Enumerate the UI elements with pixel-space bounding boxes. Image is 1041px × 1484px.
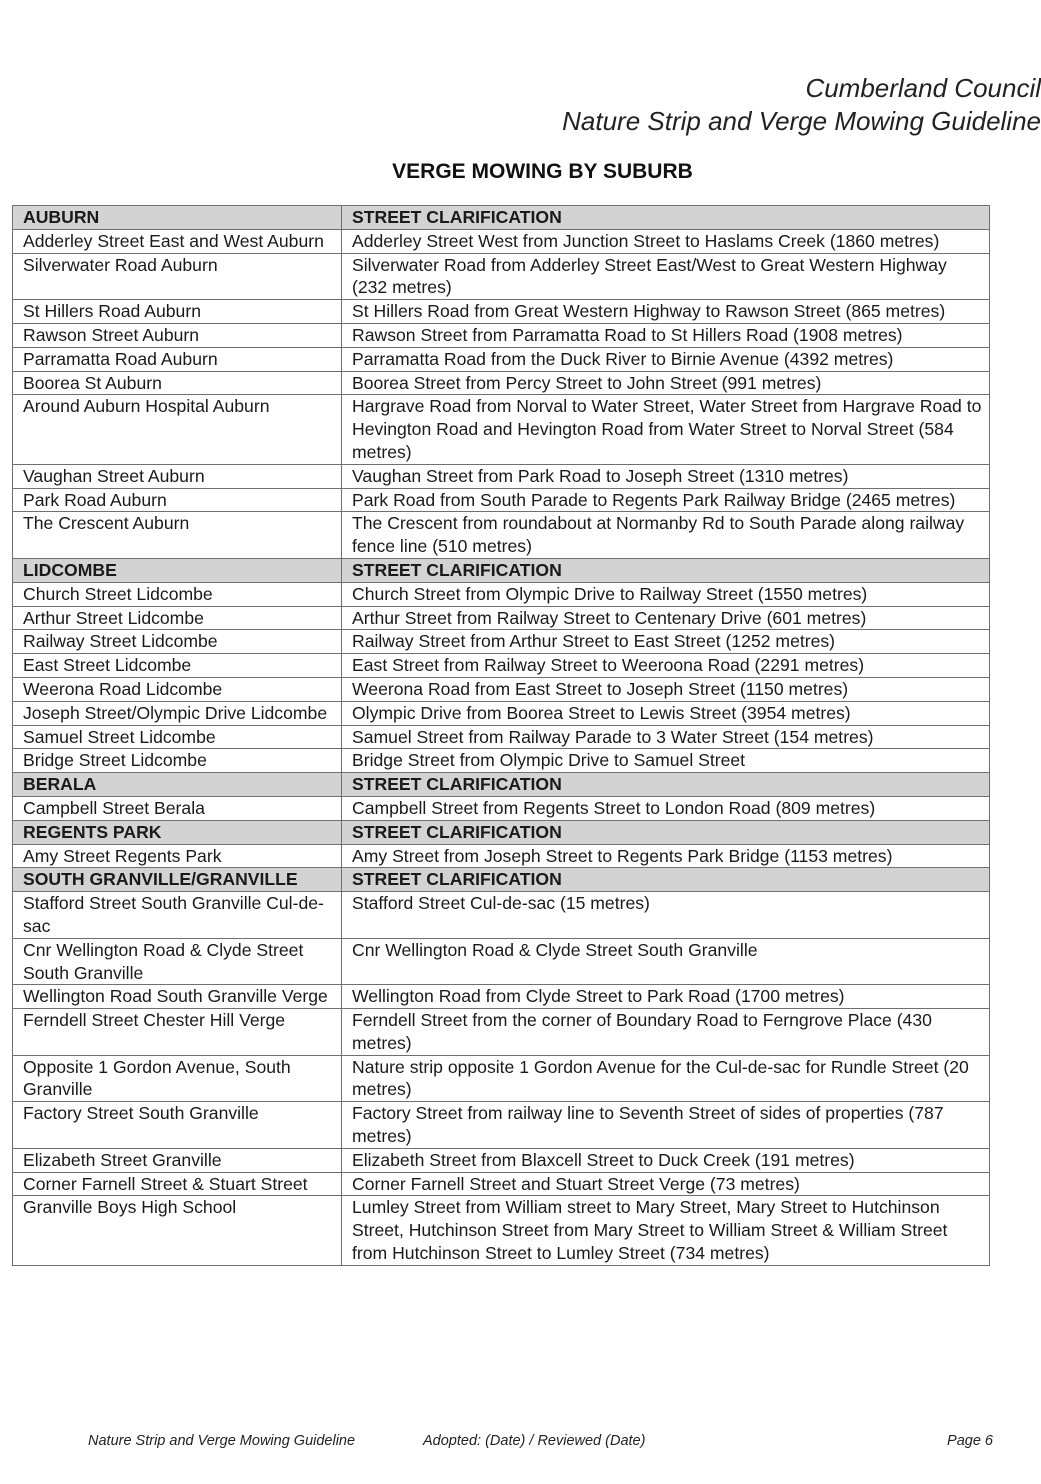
street-clarification: Adderley Street West from Junction Street to Haslams Creek (1860 metres): [342, 229, 990, 253]
street-clarification: Rawson Street from Parramatta Road to St Hillers Road (1908 metres): [342, 323, 990, 347]
street-name: Stafford Street South Granville Cul-de-sac: [13, 892, 342, 939]
street-clarification-header: STREET CLARIFICATION: [342, 820, 990, 844]
page-title: [0, 160, 1041, 184]
table-row: [13, 1148, 990, 1172]
suburb-header-row: [13, 773, 990, 797]
table-row: [13, 1009, 990, 1056]
street-clarification: Railway Street from Arthur Street to East Street (1252 metres): [342, 630, 990, 654]
table-row: [13, 300, 990, 324]
suburb-name: REGENTS PARK: [13, 820, 342, 844]
suburb-name: LIDCOMBE: [13, 558, 342, 582]
street-name: Adderley Street East and West Auburn: [13, 229, 342, 253]
table-row: [13, 725, 990, 749]
suburb-header-row: [13, 558, 990, 582]
suburb-header-row: [13, 868, 990, 892]
table-row: [13, 395, 990, 464]
street-clarification: East Street from Railway Street to Weeroona Road (2291 metres): [342, 654, 990, 678]
street-clarification: Samuel Street from Railway Parade to 3 Water Street (154 metres): [342, 725, 990, 749]
street-clarification: Ferndell Street from the corner of Boundary Road to Ferngrove Place (430 metres): [342, 1009, 990, 1056]
table-row: [13, 606, 990, 630]
street-clarification: Arthur Street from Railway Street to Centenary Drive (601 metres): [342, 606, 990, 630]
street-name: The Crescent Auburn: [13, 512, 342, 559]
street-name: Amy Street Regents Park: [13, 844, 342, 868]
suburb-name: SOUTH GRANVILLE/GRANVILLE: [13, 868, 342, 892]
table-row: [13, 796, 990, 820]
table-row: [13, 1055, 990, 1102]
street-clarification: Elizabeth Street from Blaxcell Street to Duck Creek (191 metres): [342, 1148, 990, 1172]
table-row: [13, 347, 990, 371]
street-name: Wellington Road South Granville Verge: [13, 985, 342, 1009]
street-clarification: Corner Farnell Street and Stuart Street Verge (73 metres): [342, 1172, 990, 1196]
street-name: Arthur Street Lidcombe: [13, 606, 342, 630]
street-clarification: Bridge Street from Olympic Drive to Samuel Street: [342, 749, 990, 773]
street-name: Granville Boys High School: [13, 1196, 342, 1265]
table-row: [13, 464, 990, 488]
table-row: [13, 938, 990, 985]
table-row: [13, 1196, 990, 1265]
verge-mowing-table-body: [13, 206, 990, 1266]
verge-mowing-table: [12, 205, 990, 1266]
street-clarification: Factory Street from railway line to Seventh Street of sides of properties (787 metres): [342, 1102, 990, 1149]
street-clarification: Cnr Wellington Road & Clyde Street South Granville: [342, 938, 990, 985]
council-name: Cumberland Council: [805, 73, 1041, 103]
street-name: Around Auburn Hospital Auburn: [13, 395, 342, 464]
street-name: East Street Lidcombe: [13, 654, 342, 678]
page-title-text: VERGE MOWING BY SUBURB: [392, 160, 693, 183]
table-row: [13, 1172, 990, 1196]
street-name: Joseph Street/Olympic Drive Lidcombe: [13, 701, 342, 725]
street-clarification: Stafford Street Cul-de-sac (15 metres): [342, 892, 990, 939]
document-title: Nature Strip and Verge Mowing Guideline: [562, 106, 1041, 136]
suburb-header-row: [13, 820, 990, 844]
table-row: [13, 582, 990, 606]
street-name: Park Road Auburn: [13, 488, 342, 512]
street-clarification: Olympic Drive from Boorea Street to Lewis Street (3954 metres): [342, 701, 990, 725]
street-clarification: Wellington Road from Clyde Street to Park Road (1700 metres): [342, 985, 990, 1009]
street-name: Campbell Street Berala: [13, 796, 342, 820]
street-clarification: Boorea Street from Percy Street to John Street (991 metres): [342, 371, 990, 395]
street-clarification: Silverwater Road from Adderley Street East/West to Great Western Highway (232 metres): [342, 253, 990, 300]
street-name: Boorea St Auburn: [13, 371, 342, 395]
street-name: Samuel Street Lidcombe: [13, 725, 342, 749]
table-row: [13, 701, 990, 725]
table-row: [13, 253, 990, 300]
street-name: Factory Street South Granville: [13, 1102, 342, 1149]
table-row: [13, 677, 990, 701]
table-row: [13, 229, 990, 253]
street-clarification: Nature strip opposite 1 Gordon Avenue for the Cul-de-sac for Rundle Street (20 metres): [342, 1055, 990, 1102]
street-name: Corner Farnell Street & Stuart Street: [13, 1172, 342, 1196]
street-name: Vaughan Street Auburn: [13, 464, 342, 488]
footer-document-name: Nature Strip and Verge Mowing Guideline: [88, 1433, 356, 1449]
table-row: [13, 488, 990, 512]
street-name: Ferndell Street Chester Hill Verge: [13, 1009, 342, 1056]
street-name: Rawson Street Auburn: [13, 323, 342, 347]
street-clarification-header: STREET CLARIFICATION: [342, 558, 990, 582]
suburb-header-row: [13, 206, 990, 230]
table-row: [13, 1102, 990, 1149]
street-clarification-header: STREET CLARIFICATION: [342, 773, 990, 797]
street-clarification: Vaughan Street from Park Road to Joseph Street (1310 metres): [342, 464, 990, 488]
table-row: [13, 985, 990, 1009]
street-name: Opposite 1 Gordon Avenue, South Granville: [13, 1055, 342, 1102]
suburb-name: BERALA: [13, 773, 342, 797]
street-clarification: Park Road from South Parade to Regents Park Railway Bridge (2465 metres): [342, 488, 990, 512]
street-clarification: Amy Street from Joseph Street to Regents Park Bridge (1153 metres): [342, 844, 990, 868]
suburb-name: AUBURN: [13, 206, 342, 230]
street-name: Bridge Street Lidcombe: [13, 749, 342, 773]
table-row: [13, 512, 990, 559]
document-header: [562, 72, 1041, 138]
street-name: Railway Street Lidcombe: [13, 630, 342, 654]
street-clarification: St Hillers Road from Great Western Highway to Rawson Street (865 metres): [342, 300, 990, 324]
street-name: St Hillers Road Auburn: [13, 300, 342, 324]
street-clarification-header: STREET CLARIFICATION: [342, 868, 990, 892]
street-name: Silverwater Road Auburn: [13, 253, 342, 300]
street-clarification: Weerona Road from East Street to Joseph Street (1150 metres): [342, 677, 990, 701]
street-name: Weerona Road Lidcombe: [13, 677, 342, 701]
street-clarification-header: STREET CLARIFICATION: [342, 206, 990, 230]
table-row: [13, 371, 990, 395]
street-clarification: Campbell Street from Regents Street to London Road (809 metres): [342, 796, 990, 820]
table-row: [13, 323, 990, 347]
footer-page-number: Page 6: [947, 1433, 993, 1449]
table-row: [13, 749, 990, 773]
street-name: Cnr Wellington Road & Clyde Street South Granville: [13, 938, 342, 985]
street-name: Elizabeth Street Granville: [13, 1148, 342, 1172]
street-clarification: Church Street from Olympic Drive to Railway Street (1550 metres): [342, 582, 990, 606]
street-name: Parramatta Road Auburn: [13, 347, 342, 371]
street-name: Church Street Lidcombe: [13, 582, 342, 606]
street-clarification: Parramatta Road from the Duck River to Birnie Avenue (4392 metres): [342, 347, 990, 371]
table-row: [13, 844, 990, 868]
table-row: [13, 892, 990, 939]
table-row: [13, 654, 990, 678]
street-clarification: Lumley Street from William street to Mary Street, Mary Street to Hutchinson Street, Hutchinson Street from Mary Street to William Street & William Street from Hutchinson Street to Lumley Street (734 metres): [342, 1196, 990, 1265]
footer-adopted-date: Adopted: (Date) / Reviewed (Date): [423, 1433, 646, 1449]
street-clarification: Hargrave Road from Norval to Water Street, Water Street from Hargrave Road to Hevington Road and Hevington Road from Water Street to Norval Street (584 metres): [342, 395, 990, 464]
street-clarification: The Crescent from roundabout at Normanby Rd to South Parade along railway fence line (510 metres): [342, 512, 990, 559]
table-row: [13, 630, 990, 654]
